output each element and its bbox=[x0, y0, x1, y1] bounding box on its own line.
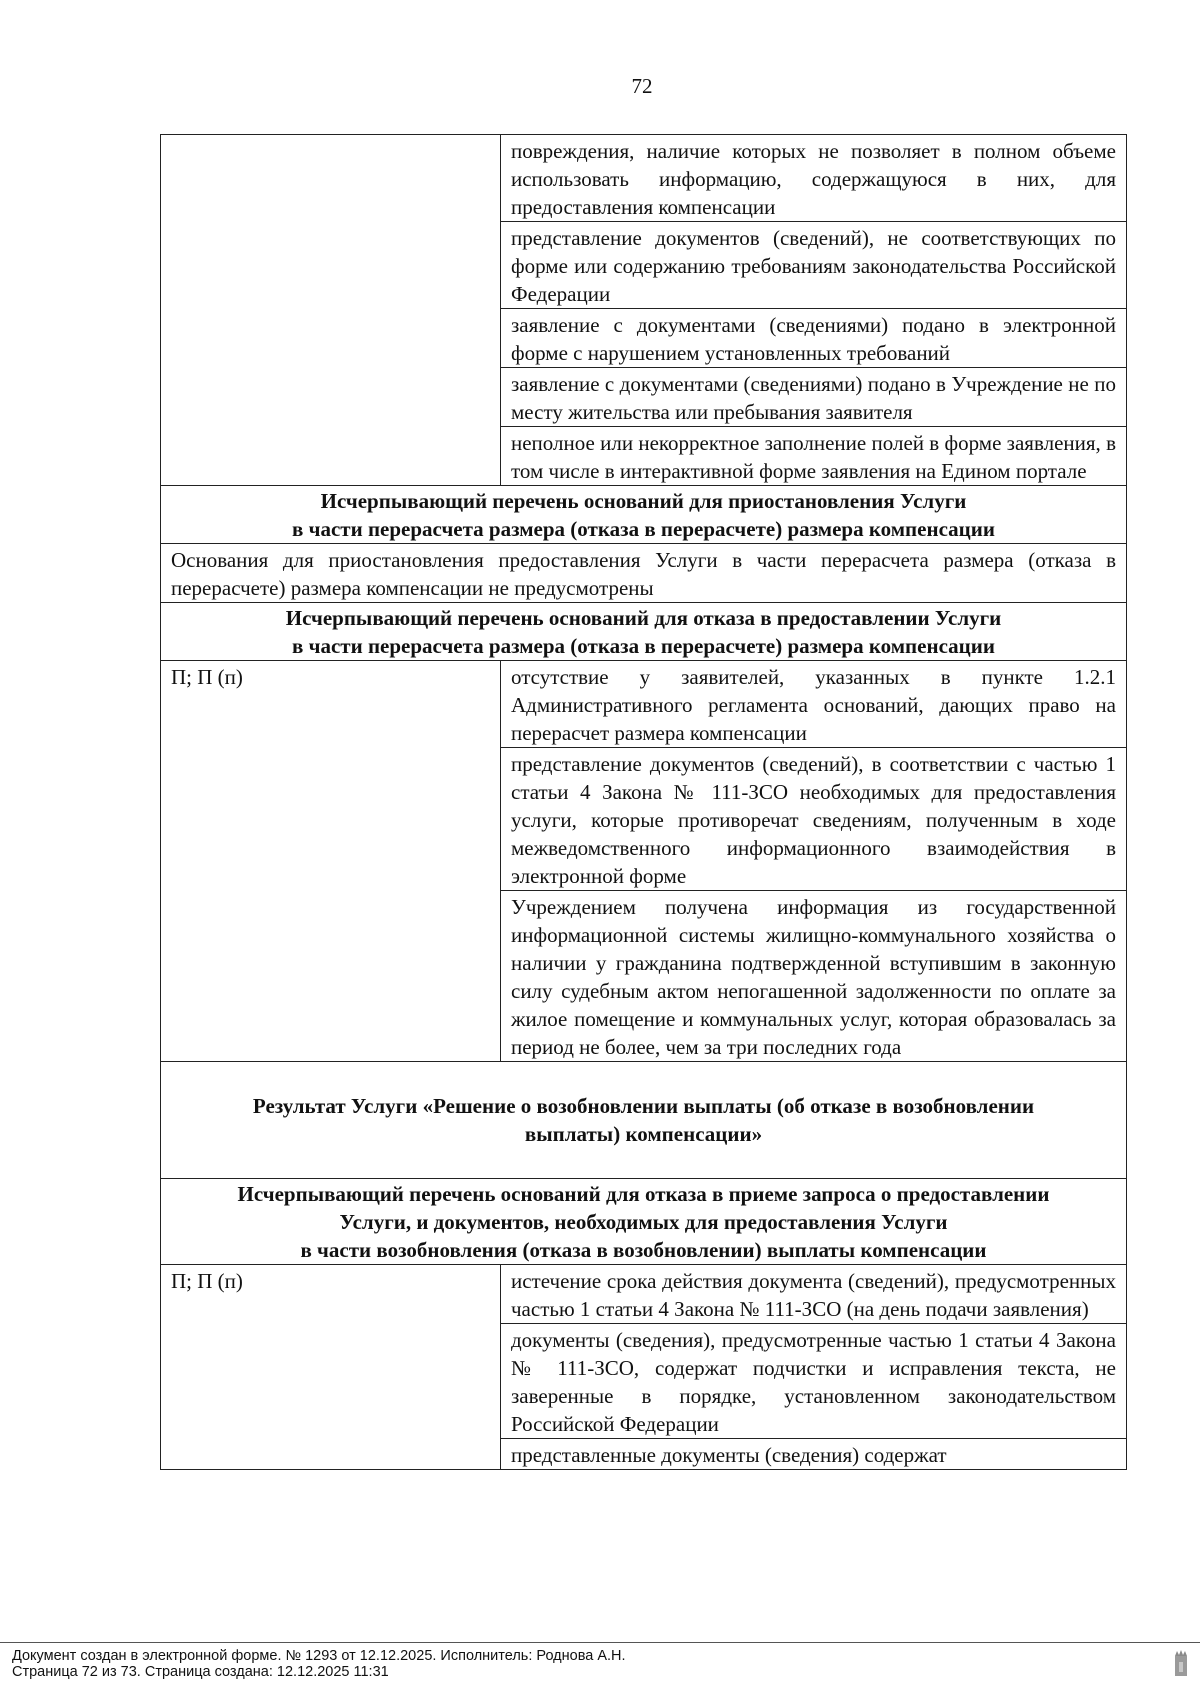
table-cell: повреждения, наличие которых не позволяет в полном объеме использовать информацию, содержащуюся в них, для предоставления компенсации bbox=[501, 135, 1127, 222]
footer-divider bbox=[0, 1642, 1200, 1643]
table-cell: Учреждением получена информация из государственной информационной системы жилищно-коммунального хозяйства о наличии у гражданина подтвержденной вступившим в законную силу судебным актом непогашенной задолженности по оплате за жилое помещение и коммунальных услуг, которая образовалась за период не более, чем за три последних года bbox=[501, 891, 1127, 1062]
table-row bbox=[161, 544, 1127, 603]
document-table bbox=[160, 134, 1127, 1470]
table-cell: представленные документы (сведения) содержат bbox=[501, 1439, 1127, 1470]
result-heading-row bbox=[161, 1062, 1127, 1179]
table-cell: отсутствие у заявителей, указанных в пункте 1.2.1 Административного регламента оснований, дающих право на перерасчет размера компенсации bbox=[501, 661, 1127, 748]
heading-line: в части перерасчета размера (отказа в перерасчете) размера компенсации bbox=[292, 634, 995, 658]
table-row bbox=[161, 135, 1127, 222]
document-footer bbox=[12, 1648, 626, 1680]
heading-line: Исчерпывающий перечень оснований для приостановления Услуги bbox=[320, 489, 967, 513]
heading-line: выплаты) компенсации» bbox=[524, 1122, 763, 1146]
section-heading-row bbox=[161, 486, 1127, 544]
heading-line: в части возобновления (отказа в возобновлении) выплаты компенсации bbox=[300, 1238, 987, 1262]
heading-line: Исчерпывающий перечень оснований для отказа в приеме запроса о предоставлении bbox=[237, 1182, 1050, 1206]
table-cell: заявление с документами (сведениями) подано в электронной форме с нарушением установленных требований bbox=[501, 309, 1127, 368]
left-cell-empty bbox=[161, 135, 501, 486]
left-cell-code: П; П (п) bbox=[161, 661, 501, 1062]
footer-line: Документ создан в электронной форме. № 1293 от 12.12.2025. Исполнитель: Роднова А.Н. bbox=[12, 1648, 626, 1664]
section-heading-row bbox=[161, 1179, 1127, 1265]
left-cell-code: П; П (п) bbox=[161, 1265, 501, 1470]
heading-line: Исчерпывающий перечень оснований для отказа в предоставлении Услуги bbox=[285, 606, 1002, 630]
heading-line: Услуги, и документов, необходимых для предоставления Услуги bbox=[339, 1210, 948, 1234]
coat-of-arms-icon bbox=[1172, 1648, 1190, 1678]
section-heading bbox=[161, 603, 1127, 661]
table-cell: представление документов (сведений), в соответствии с частью 1 статьи 4 Закона № 111-ЗСО необходимых для предоставления услуги, которые противоречат сведениям, полученным в ходе межведомственного информационного взаимодействия в электронной форме bbox=[501, 748, 1127, 891]
footer-line: Страница 72 из 73. Страница создана: 12.12.2025 11:31 bbox=[12, 1664, 389, 1680]
table-cell: истечение срока действия документа (сведений), предусмотренных частью 1 статьи 4 Закона № 111-ЗСО (на день подачи заявления) bbox=[501, 1265, 1127, 1324]
table-cell: представление документов (сведений), не соответствующих по форме или содержанию требованиям законодательства Российской Федерации bbox=[501, 222, 1127, 309]
table-row bbox=[161, 1265, 1127, 1324]
section-heading bbox=[161, 486, 1127, 544]
table-row bbox=[161, 661, 1127, 748]
heading-line: в части перерасчета размера (отказа в перерасчете) размера компенсации bbox=[292, 517, 995, 541]
heading-line: Результат Услуги «Решение о возобновлении выплаты (об отказе в возобновлении bbox=[252, 1094, 1035, 1118]
table-cell: заявление с документами (сведениями) подано в Учреждение не по месту жительства или пребывания заявителя bbox=[501, 368, 1127, 427]
table-cell: неполное или некорректное заполнение полей в форме заявления, в том числе в интерактивной форме заявления на Едином портале bbox=[501, 427, 1127, 486]
section-heading-row bbox=[161, 603, 1127, 661]
result-heading bbox=[161, 1062, 1127, 1179]
table-cell-full: Основания для приостановления предоставления Услуги в части перерасчета размера (отказа в перерасчете) размера компенсации не предусмотрены bbox=[161, 544, 1127, 603]
page-number: 72 bbox=[631, 74, 653, 98]
section-heading bbox=[161, 1179, 1127, 1265]
table-cell: документы (сведения), предусмотренные частью 1 статьи 4 Закона № 111-ЗСО, содержат подчистки и исправления текста, не заверенные в порядке, установленном законодательством Российской Федерации bbox=[501, 1324, 1127, 1439]
